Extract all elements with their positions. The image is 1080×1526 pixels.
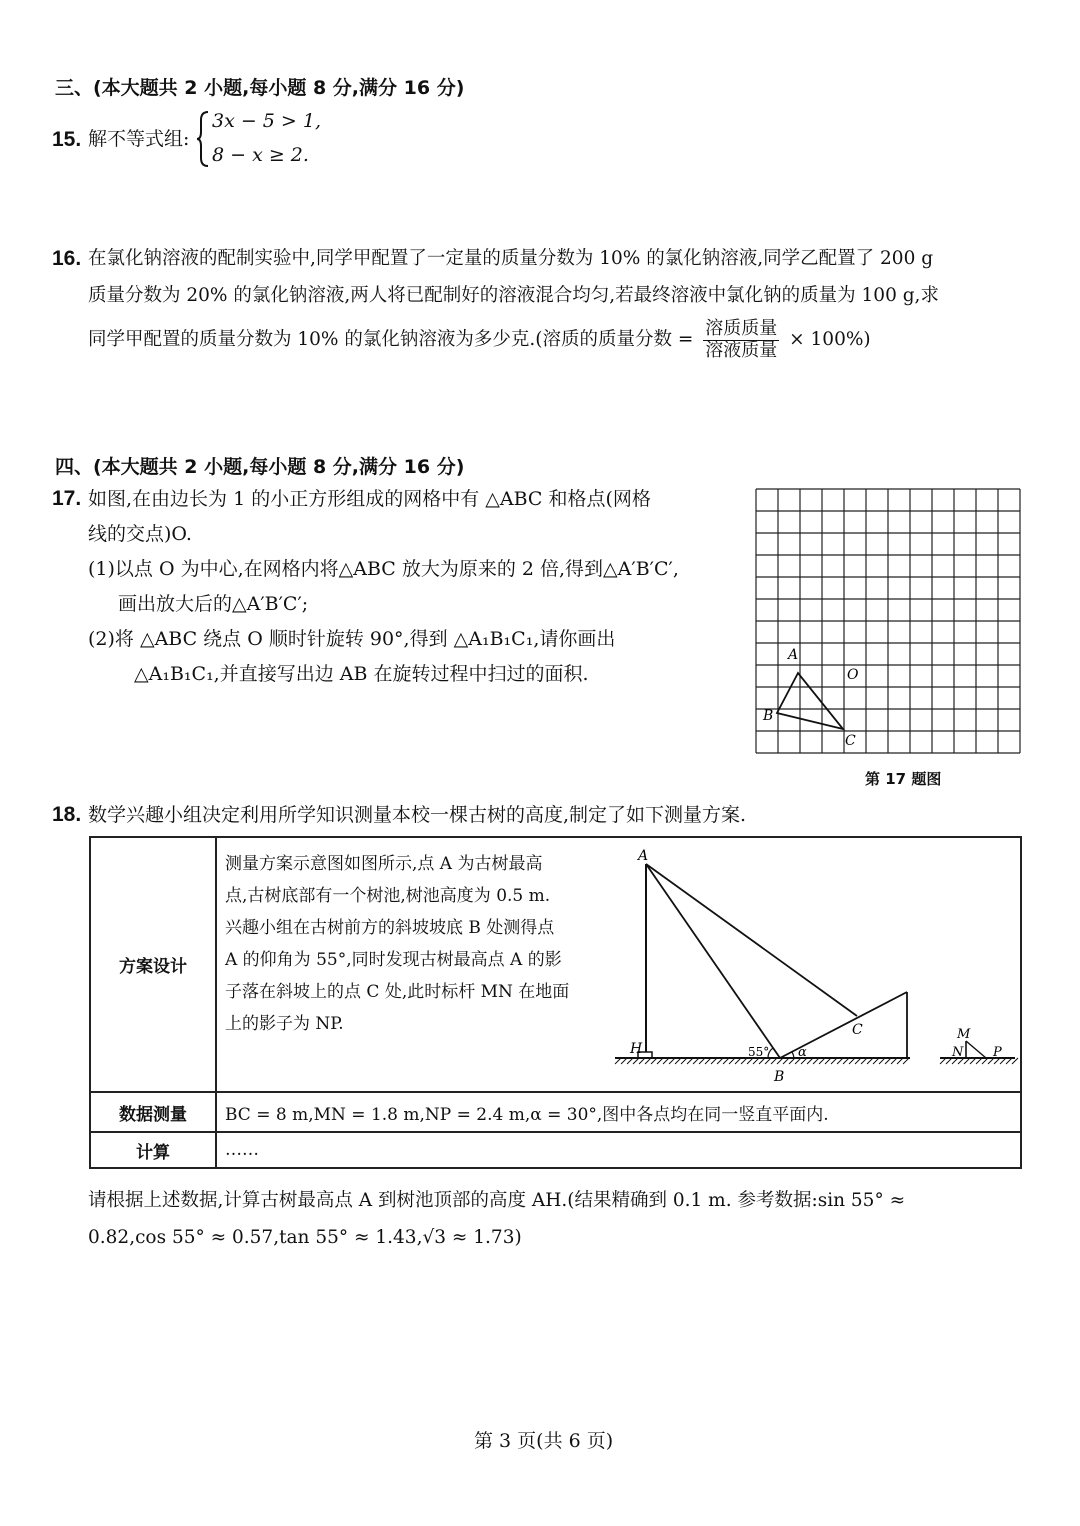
q17-grid-figure <box>753 486 1023 754</box>
q15-inequality-1: 3x − 5 > 1, <box>212 110 322 132</box>
q17-line-1: 如图,在由边长为 1 的小正方形组成的网格中有 △ABC 和格点(网格 <box>88 488 651 510</box>
q18-tail-line-1: 请根据上述数据,计算古树最高点 A 到树池顶部的高度 AH.(结果精确到 0.1 m. 参考数据:sin 55° ≈ <box>88 1190 906 1211</box>
plan-calc-row <box>90 1132 1021 1168</box>
q15-prompt: 解不等式组: <box>88 128 190 150</box>
q16-line-3 <box>88 319 871 361</box>
design-line: 测量方案示意图如图所示,点 A 为古树最高 <box>225 854 543 874</box>
q17-line-2: 线的交点)O. <box>88 523 192 545</box>
fig-label-c: C <box>852 1022 863 1038</box>
q16-line-1: 在氯化钠溶液的配制实验中,同学甲配置了一定量的质量分数为 10% 的氯化钠溶液,同学乙配置了 200 g <box>88 248 934 269</box>
q18-intro: 数学兴趣小组决定利用所学知识测量本校一棵古树的高度,制定了如下测量方案. <box>88 804 747 826</box>
plan-data-row <box>90 1092 1021 1132</box>
label-o: O <box>847 667 859 683</box>
fig-label-m: M <box>957 1027 971 1042</box>
design-line: 子落在斜坡上的点 C 处,此时标杆 MN 在地面 <box>225 982 570 1002</box>
design-line: 点,古树底部有一个树池,树池高度为 0.5 m. <box>225 886 551 906</box>
q16-line-3-post: × 100%) <box>789 329 871 351</box>
mass-fraction-formula <box>703 319 779 361</box>
q17-figure-caption: 第 17 题图 <box>865 770 942 788</box>
plan-calc-label: 计算 <box>90 1132 216 1168</box>
q17-number: 17. <box>52 487 82 510</box>
q16-line-2: 质量分数为 20% 的氯化钠溶液,两人将已配制好的溶液混合均匀,若最终溶液中氯化钠的质量为 100 g,求 <box>88 285 939 306</box>
q16-number: 16. <box>52 247 82 270</box>
q17-part-1-line-1: (1)以点 O 为中心,在网格内将△ABC 放大为原来的 2 倍,得到△A′B′C′, <box>88 558 679 580</box>
design-line: 上的影子为 NP. <box>225 1014 344 1034</box>
q16-line-3-pre: 同学甲配置的质量分数为 10% 的氯化钠溶液为多少克.(溶质的质量分数 = <box>88 329 694 351</box>
label-c: C <box>845 733 856 749</box>
section-4-heading: 四、(本大题共 2 小题,每小题 8 分,满分 16 分) <box>55 456 465 478</box>
triangle-abc <box>777 673 843 729</box>
design-line: A 的仰角为 55°,同时发现古树最高点 A 的影 <box>225 950 562 970</box>
plan-design-label: 方案设计 <box>90 837 216 1092</box>
design-line: 兴趣小组在古树前方的斜坡坡底 B 处测得点 <box>225 918 555 938</box>
fig-label-55: 55° <box>748 1045 770 1059</box>
label-a: A <box>788 647 799 663</box>
q15-number: 15. <box>52 128 82 151</box>
plan-data-label: 数据测量 <box>90 1092 216 1132</box>
label-b: B <box>763 708 774 724</box>
plan-data-text: BC = 8 m,MN = 1.8 m,NP = 2.4 m,α = 30°,图中各点均在同一竖直平面内. <box>216 1092 1021 1132</box>
fig-label-alpha: α <box>798 1045 807 1060</box>
fraction-denominator: 溶液质量 <box>705 339 778 361</box>
brace-icon <box>196 110 210 168</box>
q15-inequality-2: 8 − x ≥ 2. <box>212 144 309 166</box>
q18-tail-line-2: 0.82,cos 55° ≈ 0.57,tan 55° ≈ 1.43,√3 ≈ 1.73) <box>88 1227 522 1248</box>
q17-part-2-line-1: (2)将 △ABC 绕点 O 顺时针旋转 90°,得到 △A₁B₁C₁,请你画出 <box>88 628 616 650</box>
shadow-ray-mp <box>966 1041 986 1058</box>
fig-label-h: H <box>630 1041 643 1057</box>
fig-label-b: B <box>774 1069 785 1085</box>
fig-label-p: P <box>993 1045 1002 1060</box>
q18-number: 18. <box>52 803 82 826</box>
question-15 <box>52 108 452 172</box>
q17-part-1-line-2: 画出放大后的△A′B′C′; <box>118 593 309 615</box>
plan-calc-text: …… <box>216 1132 1021 1168</box>
fraction-numerator: 溶质质量 <box>705 318 778 339</box>
line-ac <box>646 864 857 1016</box>
fig-label-n: N <box>952 1045 964 1060</box>
line-ab <box>646 864 780 1058</box>
section-3-heading: 三、(本大题共 2 小题,每小题 8 分,满分 16 分) <box>55 77 465 99</box>
q17-part-2-line-2: △A₁B₁C₁,并直接写出边 AB 在旋转过程中扫过的面积. <box>134 663 589 685</box>
page-footer: 第 3 页(共 6 页) <box>474 1430 614 1452</box>
q18-tree-figure <box>610 846 1020 1086</box>
fig-label-a: A <box>638 848 649 864</box>
